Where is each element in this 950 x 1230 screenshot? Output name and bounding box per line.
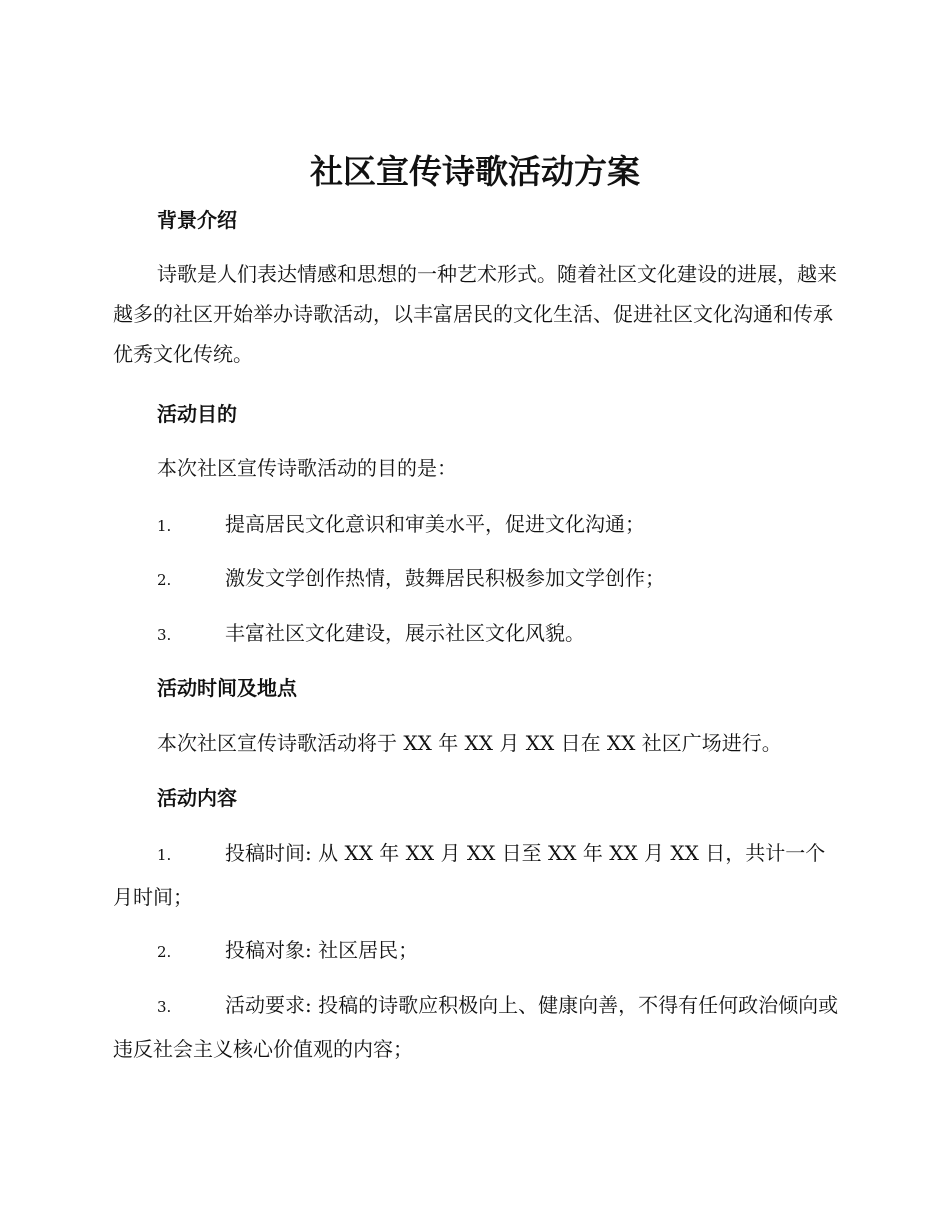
paragraph-background: 诗歌是人们表达情感和思想的一种艺术形式。随着社区文化建设的进展，越来越多的社区开始举办诗歌活动，以丰富居民的文化生活、促进社区文化沟通和传承优秀文化传统。 [113, 262, 837, 366]
list-item-text: 提高居民文化意识和审美水平，促进文化沟通； [225, 512, 645, 536]
list-item-number: 1. [157, 846, 172, 864]
list-item [113, 557, 843, 601]
list-item [113, 503, 843, 547]
list-item-number: 3. [157, 626, 172, 644]
heading-time-place: 活动时间及地点 [157, 676, 297, 700]
list-item-number: 3. [157, 998, 172, 1016]
list-item-number: 2. [157, 943, 172, 961]
list-item-number: 1. [157, 517, 172, 535]
list-item [113, 929, 843, 973]
list-item-text: 丰富社区文化建设，展示社区文化风貌。 [225, 621, 585, 645]
heading-purpose: 活动目的 [157, 402, 237, 426]
list-item [113, 832, 843, 918]
list-item-text: 投稿时间: 从 XX 年 XX 月 XX 日至 XX 年 XX 月 XX 日，共计一个月时间； [113, 841, 826, 909]
heading-content: 活动内容 [157, 786, 237, 810]
list-item-text: 投稿对象: 社区居民； [225, 938, 419, 962]
document-title: 社区宣传诗歌活动方案 [310, 152, 640, 191]
list-item [113, 984, 843, 1070]
list-item [113, 612, 843, 656]
list-item-number: 2. [157, 571, 172, 589]
paragraph-time-place: 本次社区宣传诗歌活动将于 XX 年 XX 月 XX 日在 XX 社区广场进行。 [157, 731, 782, 755]
heading-background: 背景介绍 [157, 208, 237, 232]
list-item-text: 激发文学创作热情，鼓舞居民积极参加文学创作； [225, 566, 665, 590]
list-item-text: 活动要求: 投稿的诗歌应积极向上、健康向善，不得有任何政治倾向或违反社会主义核心价值观的内容； [113, 993, 839, 1061]
paragraph-purpose-intro: 本次社区宣传诗歌活动的目的是： [157, 456, 457, 480]
